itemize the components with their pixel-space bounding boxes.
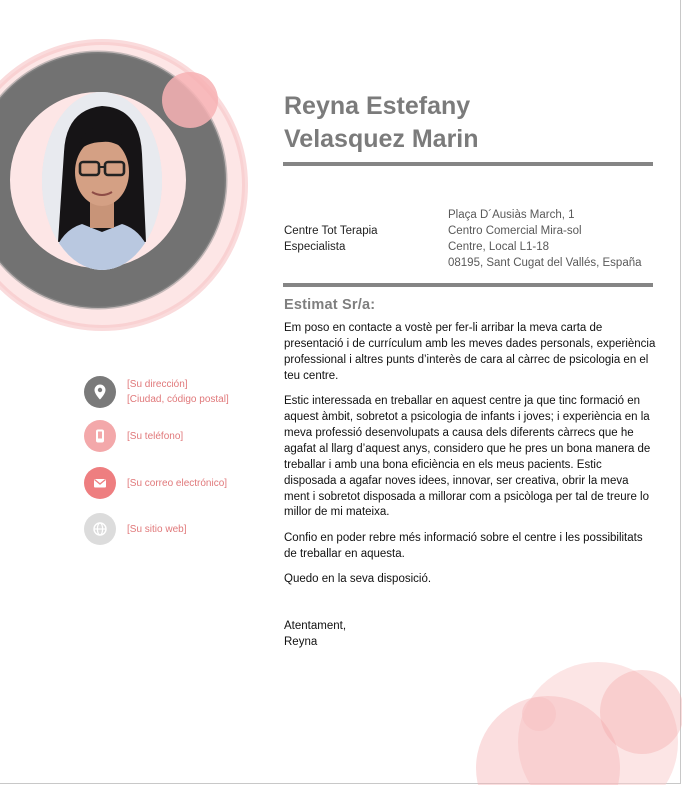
letter-closing bbox=[284, 618, 346, 650]
closing-phrase: Atentament, bbox=[284, 620, 347, 632]
letter-body bbox=[284, 321, 656, 598]
letter-paragraph-4: Quedo en la seva disposició. bbox=[284, 573, 432, 586]
contact-email-text: [Su correo electrónico] bbox=[127, 477, 228, 489]
applicant-name bbox=[284, 90, 654, 156]
contact-website-text: [Su sitio web] bbox=[127, 523, 187, 535]
header-divider bbox=[283, 162, 653, 166]
letter-paragraph-2: Estic interessada en treballar en aquest centre ja que tinc formació en aquest àmbit, sobretot a psicologia de infants i joves; i experiència en la meva professió desenvolupats a causa dels diferents càrrecs que he agafat al llarg d’aquest anys, considero que he pres un bona manera de treballar i amb una bona eficiència en els meus pacients. Estic disposada a agafar noves idees, innovar, ser creativa, obrir la meva ment i sobretot disposada a millorar com a psicòloga per tal de treure lo millor de mi mateixa. bbox=[284, 395, 651, 519]
name-line-2: Velasquez Marin bbox=[284, 125, 479, 153]
email-icon bbox=[84, 467, 116, 499]
contact-phone-text: [Su teléfono] bbox=[127, 430, 184, 442]
globe-icon bbox=[84, 513, 116, 545]
recipient-block bbox=[284, 223, 434, 255]
letter-paragraph-1: Em poso en contacte a vostè per fer-li arribar la meva carta de presentació i de currículum amb les meves dades personals, experiència professional i altres punts d’interès de cara al càrrec de psicologia en el teu centre. bbox=[284, 322, 656, 382]
recipient-address bbox=[448, 207, 658, 271]
address-divider bbox=[283, 283, 653, 287]
address-line-3: Centre, Local L1-18 bbox=[448, 241, 550, 253]
location-pin-icon bbox=[84, 376, 116, 408]
contact-website bbox=[84, 513, 186, 545]
contact-address-line-2: [Ciudad, código postal] bbox=[127, 394, 229, 405]
letter-greeting: Estimat Sr/a: bbox=[284, 297, 376, 313]
address-line-4: 08195, Sant Cugat del Vallés, España bbox=[448, 257, 642, 269]
name-line-1: Reyna Estefany bbox=[284, 92, 471, 120]
recipient-title: Especialista bbox=[284, 241, 346, 253]
recipient-company: Centre Tot Terapia bbox=[284, 225, 378, 237]
person-avatar-icon bbox=[42, 92, 162, 270]
contact-address-line-1: [Su dirección] bbox=[127, 379, 188, 390]
phone-icon bbox=[84, 420, 116, 452]
address-line-2: Centro Comercial Mira-sol bbox=[448, 225, 582, 237]
contact-email bbox=[84, 467, 227, 499]
letter-paragraph-3: Confio en poder rebre més informació sobre el centre i les possibilitats de treballar en aquesta. bbox=[284, 531, 643, 560]
address-line-1: Plaça D´Ausiàs March, 1 bbox=[448, 209, 575, 221]
contact-phone bbox=[84, 420, 183, 452]
signature: Reyna bbox=[284, 636, 318, 648]
contact-address bbox=[84, 376, 229, 408]
profile-photo bbox=[42, 92, 162, 270]
